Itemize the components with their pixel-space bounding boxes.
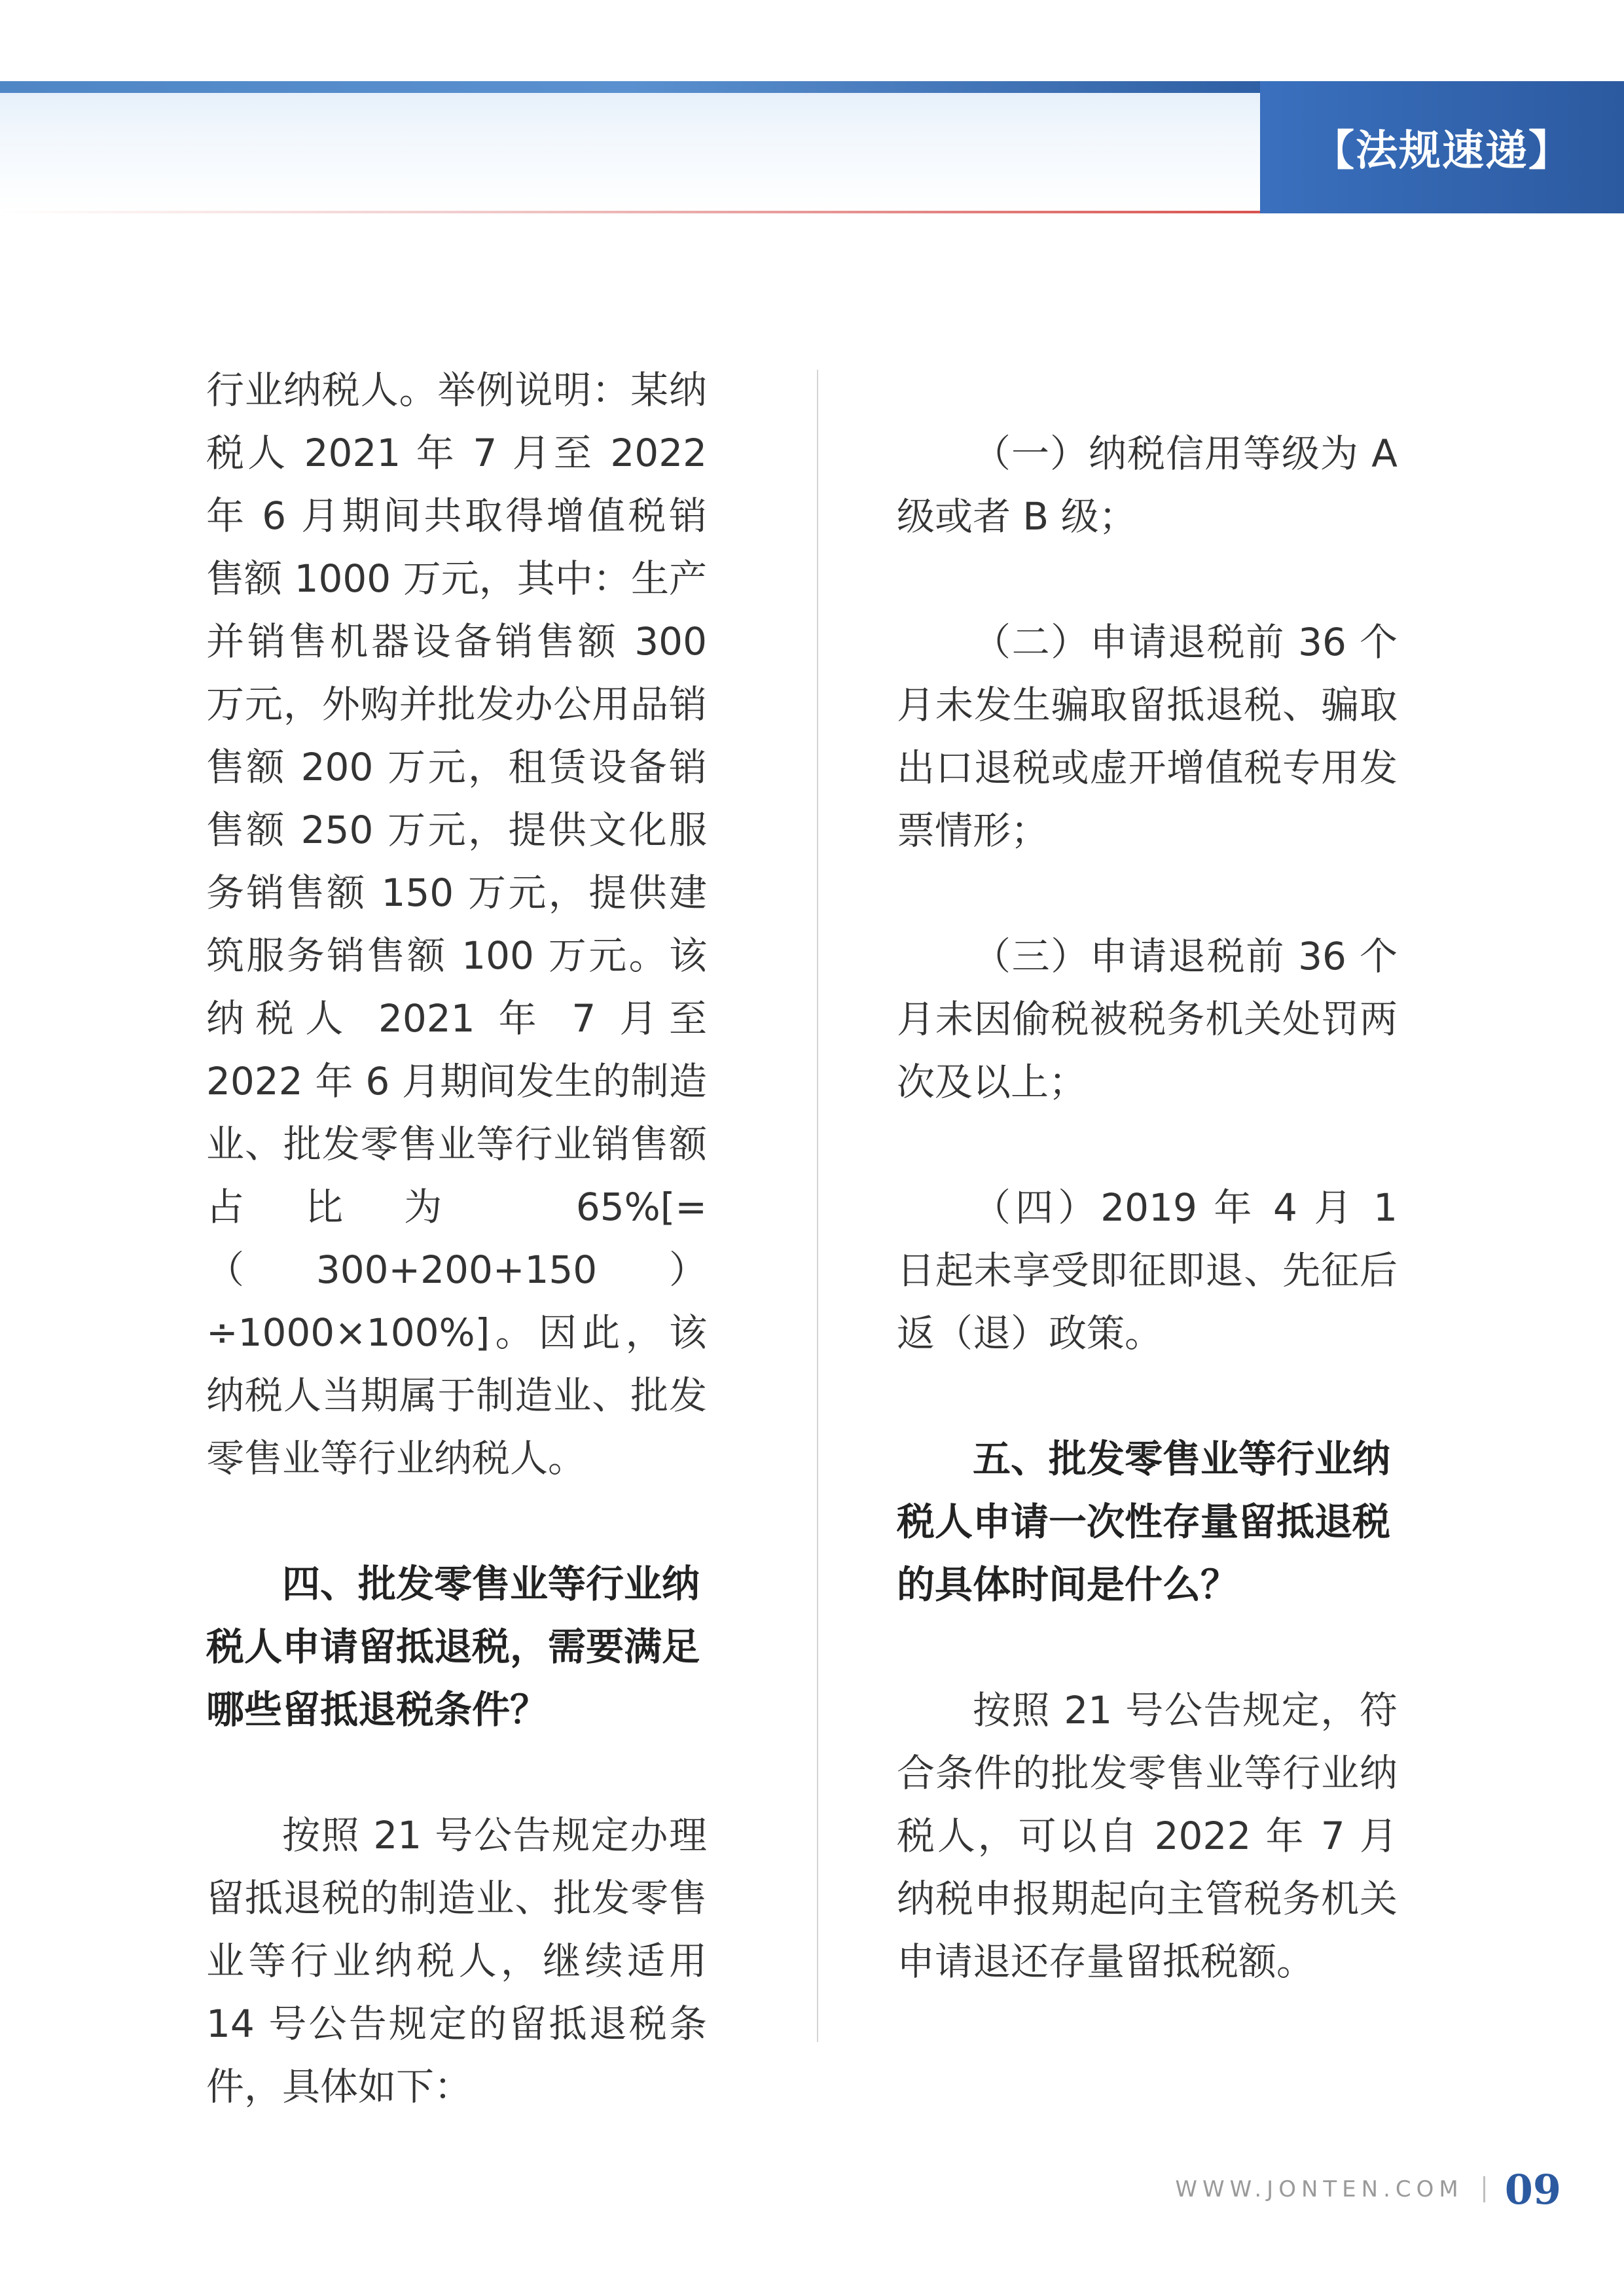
- condition-item-1: （一）纳税信用等级为 A 级或者 B 级；: [897, 431, 1398, 539]
- spacer: [897, 1365, 1398, 1427]
- condition-item-4: （四）2019 年 4 月 1 日起未享受即征即退、先征后返（退）政策。: [897, 1185, 1398, 1355]
- right-column: [897, 422, 1398, 1993]
- paragraph-example: 行业纳税人。举例说明：某纳税人 2021 年 7 月至 2022 年 6 月期间共取得增值税销售额 1000 万元，其中：生产并销售机器设备销售额 300 万元，外购并批发办公用品销售额 200 万元，租赁设备销售额 250 万元，提供文化服务销售额 150 万元，提供建筑服务销售额 100 万元。该纳税人 2021 年 7 月至 2022 年 6 月期间发生的制造业、批发零售业等行业销售额占比为 65%[=（300+200+150）÷1000×100%]。因此，该纳税人当期属于制造业、批发零售业等行业纳税人。: [206, 368, 707, 1480]
- footer-separator: [1483, 2176, 1485, 2202]
- left-column: [206, 359, 707, 2118]
- page-footer: [1175, 2163, 1561, 2215]
- heading-question-4: 四、批发零售业等行业纳税人申请留抵退税，需要满足哪些留抵退税条件？: [206, 1562, 700, 1732]
- spacer: [897, 862, 1398, 925]
- spacer: [206, 1490, 707, 1552]
- condition-item-2: （二）申请退税前 36 个月未发生骗取留抵退税、骗取出口退税或虚开增值税专用发票情形；: [897, 620, 1398, 853]
- spacer: [897, 1113, 1398, 1176]
- paragraph-timing: 按照 21 号公告规定，符合条件的批发零售业等行业纳税人，可以自 2022 年 7 月纳税申报期起向主管税务机关申请退还存量留抵税额。: [897, 1688, 1398, 1984]
- header-top-line: [0, 81, 1260, 93]
- spacer: [897, 548, 1398, 611]
- spacer: [897, 1616, 1398, 1679]
- page-number: 09: [1504, 2165, 1561, 2214]
- header-bottom-line: [0, 211, 1260, 213]
- header-band: [0, 81, 1260, 212]
- heading-question-5: 五、批发零售业等行业纳税人申请一次性存量留抵退税的具体时间是什么？: [897, 1437, 1391, 1607]
- section-tag: 【法规速递】: [1260, 81, 1624, 213]
- column-divider: [817, 370, 818, 2042]
- footer-url: WWW.JONTEN.COM: [1175, 2176, 1464, 2202]
- spacer: [206, 1741, 707, 1804]
- paragraph-conditions-intro: 按照 21 号公告规定办理留抵退税的制造业、批发零售业等行业纳税人，继续适用 14 号公告规定的留抵退税条件，具体如下：: [206, 1813, 707, 2109]
- condition-item-3: （三）申请退税前 36 个月未因偷税被税务机关处罚两次及以上；: [897, 934, 1398, 1104]
